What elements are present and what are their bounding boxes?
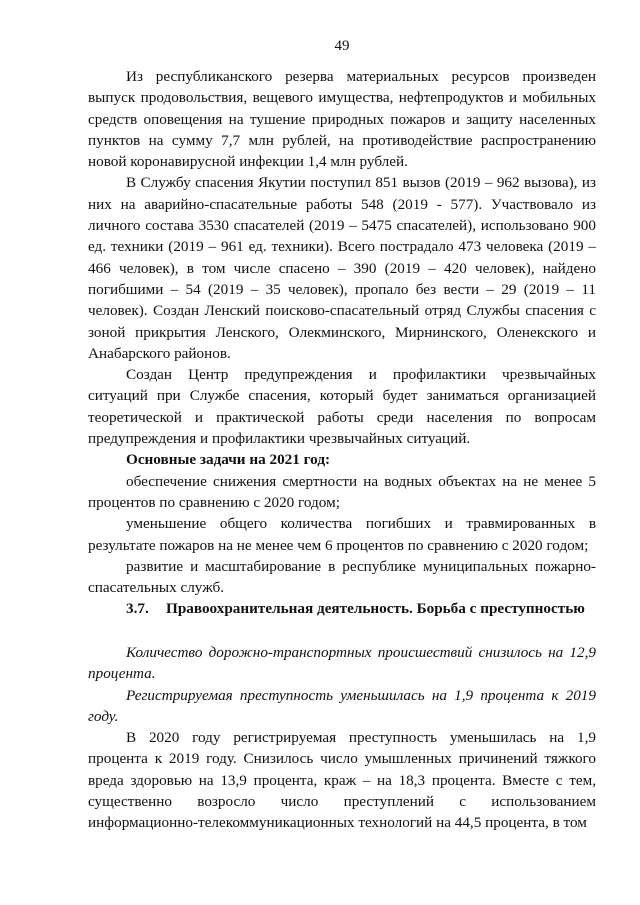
task-item: уменьшение общего количества погибших и травмированных в результате пожаров на не менее чем 6 процентов по сравнению с 2020 годом; bbox=[88, 515, 596, 554]
tasks-heading: Основные задачи на 2021 год: bbox=[126, 451, 331, 469]
section-heading bbox=[126, 598, 585, 619]
paragraph-rescue-service: В Службу спасения Якутии поступил 851 вызов (2019 – 962 вызова), из них на аварийно-спасательные работы 548 (2019 - 577). Участвовало из личного состава 3530 спасателей (2019 – 5475 спасателей), использовано 900 ед. техники (2019 – 961 ед. техники). Всего пострадало 473 человека (2019 – 466 человек), в том числе спасено – 390 (2019 – 420 человек), найдено погибшими – 54 (2019 – 35 человек), пропало без вести – 29 (2019 – 11 человек). Создан Ленский поисково-спасательный отряд Службы спасения с зоной прикрытия Ленского, Олекминского, Мирнинского, Оленекского и Анабарского районов. bbox=[88, 174, 596, 362]
paragraph-crime-stats: В 2020 году регистрируемая преступность уменьшилась на 1,9 процента к 2019 году. Снизилось число умышленных причинений тяжкого вреда здоровью на 13,9 процента, краж – на 18,3 процента. Вместе с тем, существенно возросло число преступлений с использованием информационно-телекоммуникационных технологий на 44,5 процента, в том bbox=[88, 729, 596, 832]
highlight-road-accidents: Количество дорожно-транспортных происшествий снизилось на 12,9 процента. bbox=[88, 644, 596, 683]
task-item: развитие и масштабирование в республике муниципальных пожарно-спасательных служб. bbox=[88, 557, 596, 597]
section-title: Правоохранительная деятельность. Борьба с преступностью bbox=[166, 600, 585, 617]
paragraph-reserve: Из республиканского резерва материальных ресурсов произведен выпуск продовольствия, вещевого имущества, нефтепродуктов и мобильных средств оповещения на тушение природных пожаров и защиту населенных пунктов на сумму 7,7 млн рублей, на противодействие распространению новой коронавирусной инфекции 1,4 млн рублей. bbox=[88, 68, 596, 171]
paragraph-prevention-center: Создан Центр предупреждения и профилактики чрезвычайных ситуаций при Службе спасения, который будет заниматься организацией теоретической и практической работы среди населения по вопросам предупреждения и профилактики чрезвычайных ситуаций. bbox=[88, 366, 596, 448]
task-item: обеспечение снижения смертности на водных объектах на не менее 5 процентов по сравнению с 2020 годом; bbox=[88, 472, 596, 511]
section-number: 3.7. bbox=[126, 600, 149, 617]
body-text bbox=[88, 66, 596, 598]
section-body bbox=[88, 642, 596, 834]
page-number: 49 bbox=[334, 38, 350, 54]
highlight-crime-rate: Регистрируемая преступность уменьшилась на 1,9 процента к 2019 году. bbox=[88, 686, 596, 725]
